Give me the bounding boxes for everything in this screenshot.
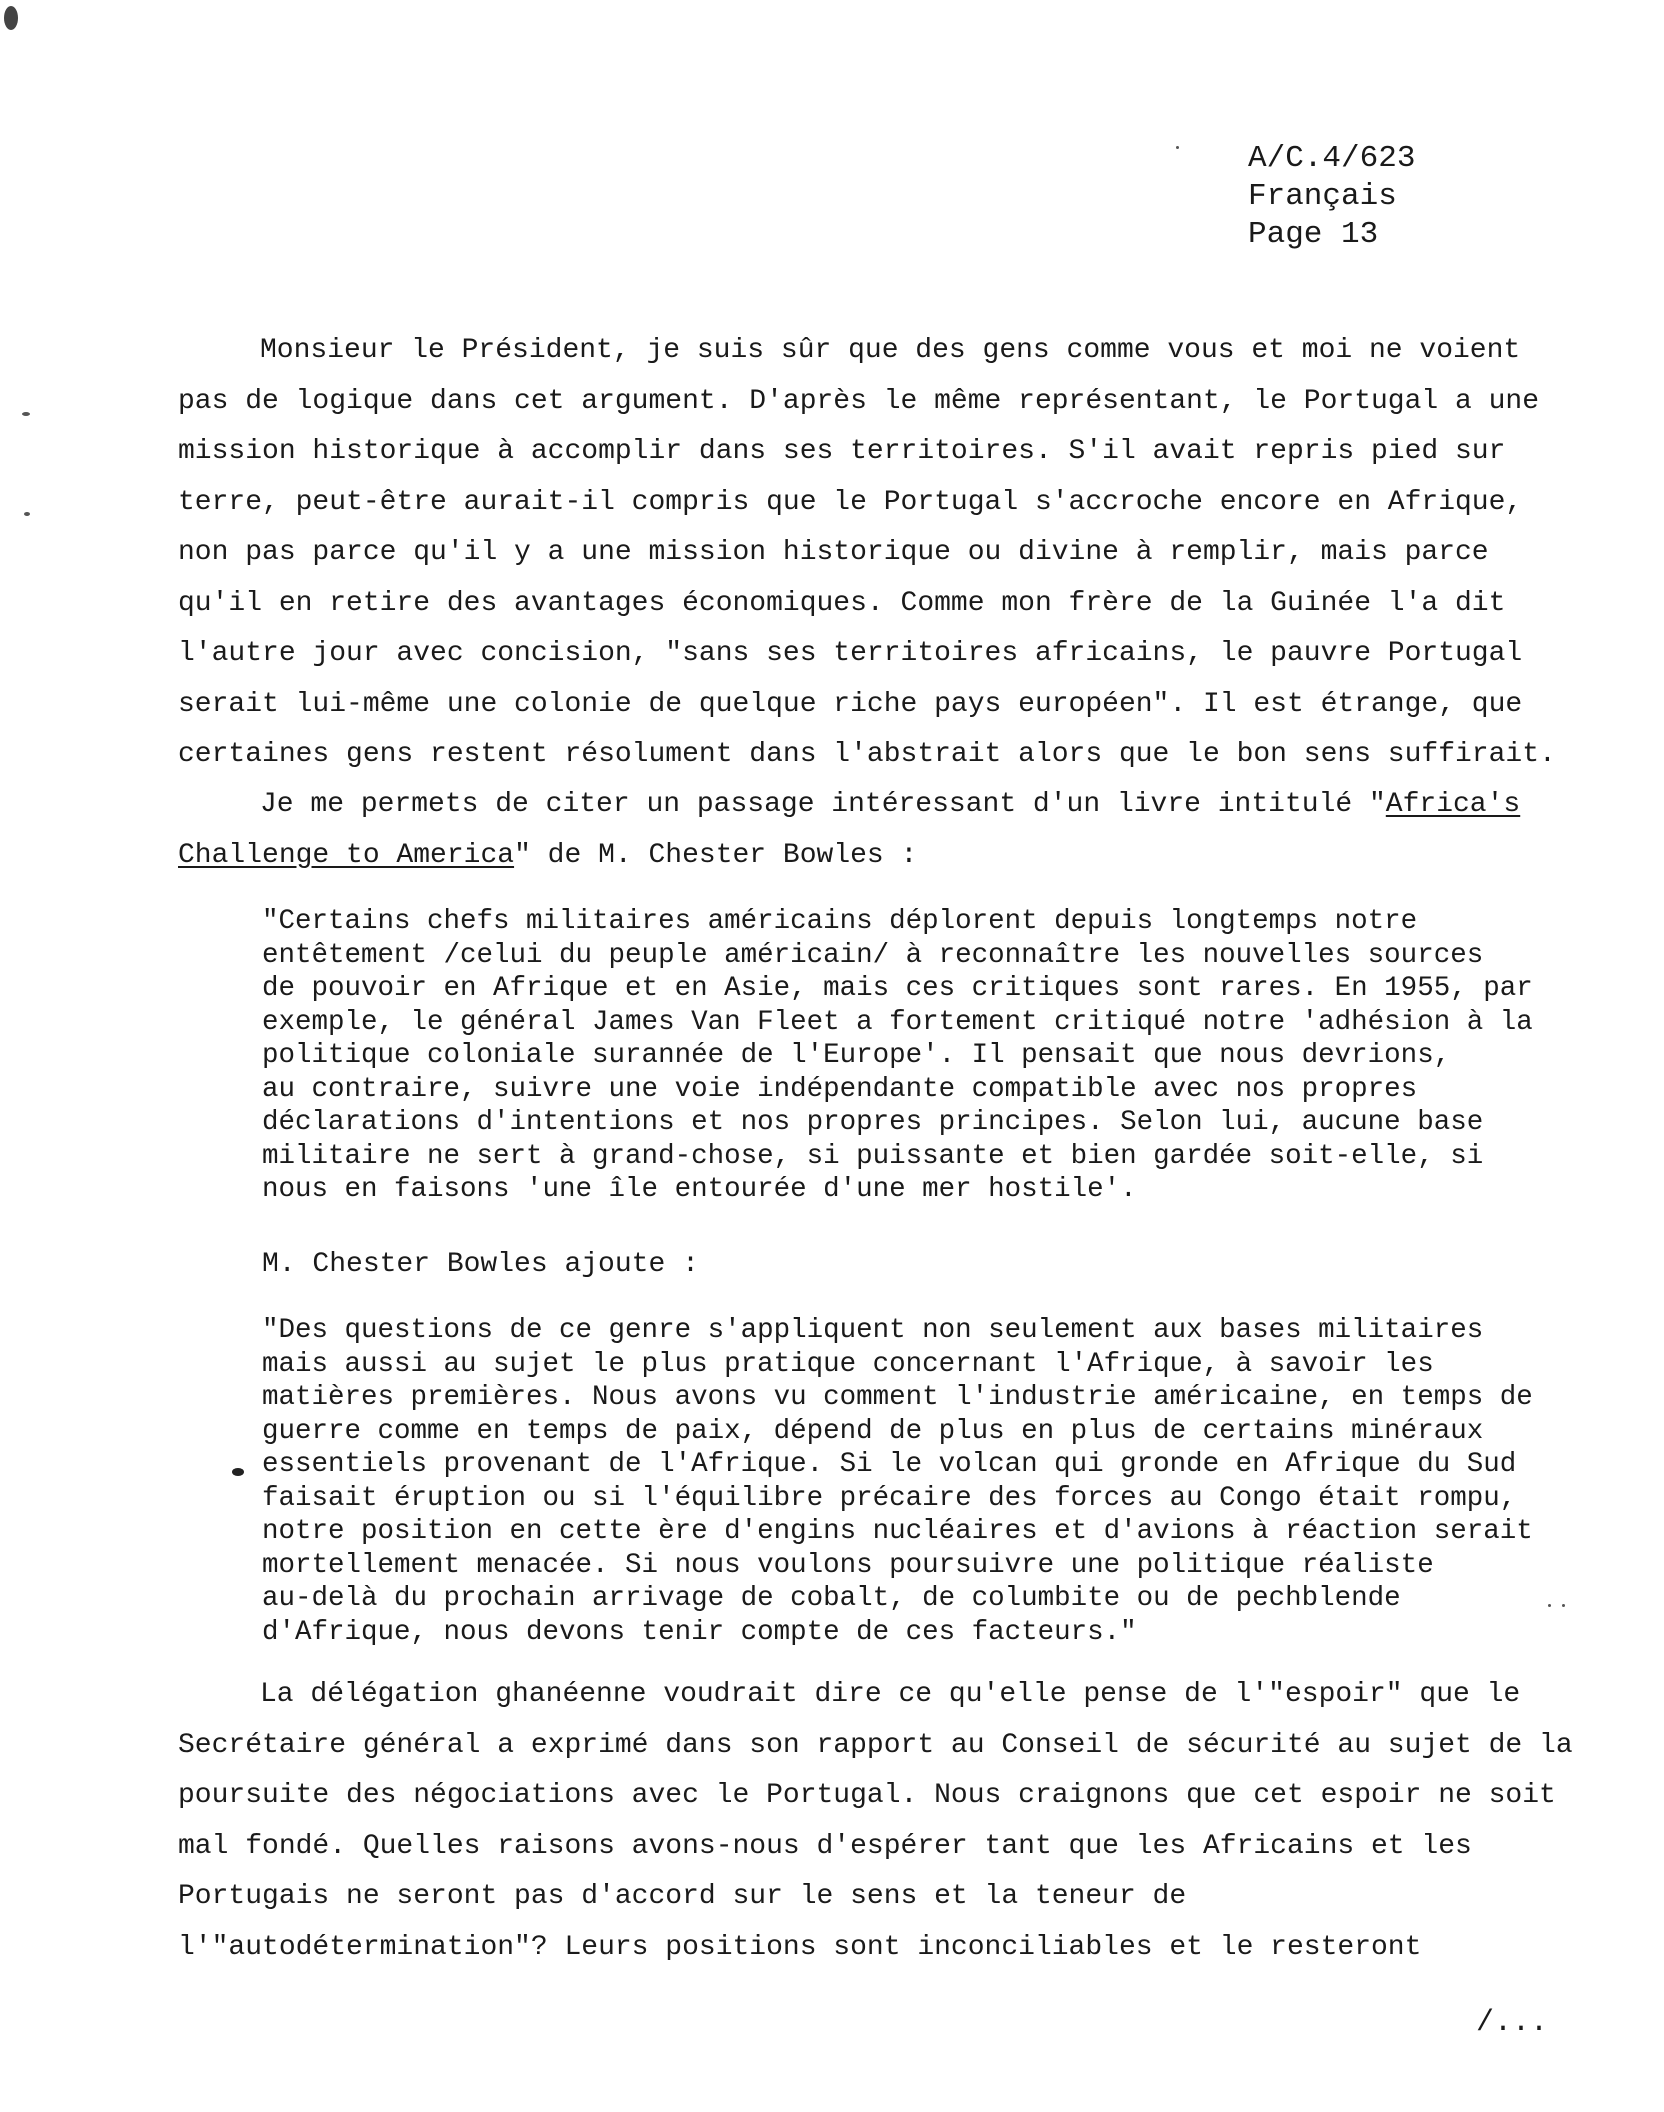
quote-line: mais aussi au sujet le plus pratique concernant l'Afrique, à savoir les <box>262 1348 1434 1380</box>
scan-speck <box>232 1468 244 1476</box>
quote-line: guerre comme en temps de paix, dépend de plus en plus de certains minéraux <box>262 1415 1484 1447</box>
quote-line: mortellement menacée. Si nous voulons poursuivre une politique réaliste <box>262 1549 1434 1581</box>
scan-speck <box>1562 1604 1565 1607</box>
scan-speck <box>4 6 18 30</box>
quote-line: essentiels provenant de l'Afrique. Si le volcan qui gronde en Afrique du Sud <box>262 1449 1517 1480</box>
paragraph-2 <box>178 780 1558 881</box>
book-title-part-2: Challenge to America <box>178 839 515 871</box>
text-line: pas de logique dans cet argument. D'après le même représentant, le Portugal a une <box>178 385 1540 417</box>
text-line <box>178 831 1558 882</box>
quote-line: entêtement /celui du peuple américain/ à reconnaître les nouvelles sources <box>262 939 1484 971</box>
quote-line: militaire ne sert à grand-chose, si puissante et bien gardée soit-elle, si <box>262 1140 1484 1172</box>
block-quote-1 <box>262 905 1562 1207</box>
block-quote-2 <box>262 1314 1562 1649</box>
continuation-marker: /... <box>1476 2006 1549 2040</box>
scan-speck <box>24 512 30 516</box>
quote-line: nous en faisons 'une île entourée d'une mer hostile'. <box>262 1174 1137 1205</box>
text-line: Monsieur le Président, je suis sûr que des gens comme vous et moi ne voient <box>260 335 1521 366</box>
text-segment: Je me permets de citer un passage intéressant d'un livre intitulé " <box>260 789 1386 820</box>
quote-line: exemple, le général James Van Fleet a fortement critiqué notre 'adhésion à la <box>262 1006 1533 1038</box>
scan-speck <box>22 412 30 416</box>
text-line: mission historique à accomplir dans ses territoires. S'il avait repris pied sur <box>178 436 1506 467</box>
paragraph-3 <box>178 1670 1573 1973</box>
text-line: poursuite des négociations avec le Portugal. Nous craignons que cet espoir ne soit <box>178 1780 1556 1811</box>
quote-line: déclarations d'intentions et nos propres principes. Selon lui, aucune base <box>262 1107 1484 1138</box>
quote-line: "Des questions de ce genre s'appliquent non seulement aux bases militaires <box>262 1315 1484 1346</box>
text-line: l'autre jour avec concision, "sans ses territoires africains, le pauvre Portugal <box>178 638 1523 669</box>
quote-line: "Certains chefs militaires américains déplorent depuis longtemps notre <box>262 906 1418 937</box>
quote-line: matières premières. Nous avons vu comment l'industrie américaine, en temps de <box>262 1382 1533 1413</box>
text-line: La délégation ghanéenne voudrait dire ce qu'elle pense de l'"espoir" que le <box>260 1679 1521 1710</box>
book-title-part-1: Africa's <box>1385 789 1521 820</box>
text-line: non pas parce qu'il y a une mission historique ou divine à remplir, mais parce <box>178 537 1489 568</box>
quote-line: politique coloniale surannée de l'Europe'. Il pensait que nous devrions, <box>262 1040 1451 1071</box>
quote-line: de pouvoir en Afrique et en Asie, mais ces critiques sont rares. En 1955, par <box>262 973 1533 1004</box>
quote-line: d'Afrique, nous devons tenir compte de ces facteurs." <box>262 1616 1137 1648</box>
text-line: qu'il en retire des avantages économiques. Comme mon frère de la Guinée l'a dit <box>178 587 1506 619</box>
text-line: serait lui-même une colonie de quelque riche pays européen". Il est étrange, que <box>178 688 1523 720</box>
document-language: Français <box>1248 179 1397 214</box>
text-line: mal fondé. Quelles raisons avons-nous d'espérer tant que les Africains et les <box>178 1830 1472 1862</box>
page-number: Page 13 <box>1248 217 1379 252</box>
quote-introduction: M. Chester Bowles ajoute : <box>262 1249 699 1280</box>
scan-speck <box>1548 1604 1551 1607</box>
text-line: Secrétaire général a exprimé dans son rapport au Conseil de sécurité au sujet de la <box>178 1729 1573 1761</box>
text-line <box>178 780 1558 831</box>
scan-speck <box>1176 146 1179 149</box>
text-line: certaines gens restent résolument dans l'abstrait alors que le bon sens suffirait. <box>178 739 1556 770</box>
document-header <box>1248 140 1415 254</box>
text-line: l'"autodétermination"? Leurs positions sont inconciliables et le resteront <box>178 1931 1422 1963</box>
quote-line: au contraire, suivre une voie indépendante compatible avec nos propres <box>262 1073 1418 1105</box>
document-symbol: A/C.4/623 <box>1248 141 1416 176</box>
quote-line: faisait éruption ou si l'équilibre précaire des forces au Congo était rompu, <box>262 1482 1517 1514</box>
paragraph-1 <box>178 326 1558 781</box>
quote-line: notre position en cette ère d'engins nucléaires et d'avions à réaction serait <box>262 1516 1533 1547</box>
text-line: Portugais ne seront pas d'accord sur le sens et la teneur de <box>178 1881 1187 1912</box>
text-line: terre, peut-être aurait-il compris que le Portugal s'accroche encore en Afrique, <box>178 486 1523 518</box>
text-segment: " de M. Chester Bowles : <box>514 839 918 871</box>
quote-line: au-delà du prochain arrivage de cobalt, de columbite ou de pechblende <box>262 1583 1401 1614</box>
